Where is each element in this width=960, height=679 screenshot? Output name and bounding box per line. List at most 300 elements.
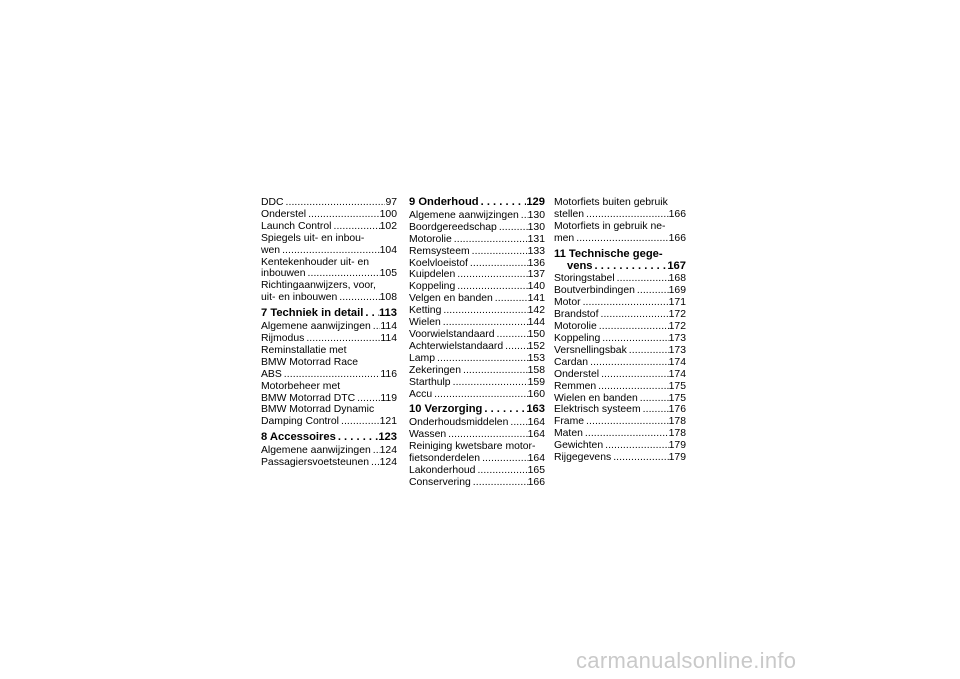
toc-entry-title: inbouwen: [261, 268, 306, 280]
toc-entry-row: [409, 269, 545, 281]
toc-page-number: 174: [668, 368, 686, 380]
toc-page-number: 114: [380, 321, 397, 333]
toc-entry-row: [554, 233, 686, 245]
dot-leader: [503, 341, 528, 353]
dot-leader: [611, 452, 668, 464]
toc-entry-title: Rijmodus: [261, 332, 305, 344]
toc-entry-row: [261, 197, 397, 209]
toc-page-number: 124: [379, 457, 397, 469]
toc-entry[interactable]: [554, 321, 686, 333]
toc-chapter-heading[interactable]: [261, 308, 397, 320]
toc-entry-title: Gewichten: [554, 440, 604, 452]
toc-page-number: 164: [527, 429, 545, 441]
toc-entry-row: [554, 452, 686, 464]
dot-leader: [593, 261, 668, 273]
toc-entry[interactable]: [554, 297, 686, 309]
toc-entry-row: [409, 258, 545, 270]
toc-entry-row: [261, 245, 397, 257]
toc-entry-title: Algemene aanwijzingen: [261, 321, 371, 333]
toc-entry-title: Remmen: [554, 380, 597, 392]
toc-entry-title: Velgen en banden: [409, 293, 493, 305]
dot-leader: [574, 233, 668, 245]
toc-entry-title: BMW Motorrad DTC: [261, 392, 356, 404]
toc-entry-title: Damping Control: [261, 416, 339, 428]
toc-entry-row: [554, 393, 686, 405]
toc-entry-title: Algemene aanwijzingen: [261, 445, 371, 457]
toc-entry[interactable]: [409, 441, 545, 465]
dot-leader: [493, 293, 528, 305]
toc-page-number: 130: [527, 221, 545, 233]
toc-page-number: 159: [527, 376, 545, 388]
dot-leader: [635, 285, 669, 297]
toc-entry[interactable]: [554, 416, 686, 428]
toc-entry[interactable]: [261, 333, 397, 345]
toc-entry-title: 8 Accessoires: [261, 431, 336, 444]
toc-entry-title: Cardan: [554, 356, 589, 368]
toc-entry-row: [409, 293, 545, 305]
dot-leader: [455, 281, 527, 293]
toc-entry[interactable]: [409, 317, 545, 329]
toc-entry-title: 10 Verzorging: [409, 403, 483, 416]
toc-entry[interactable]: [554, 393, 686, 405]
toc-entry-row: [409, 329, 545, 341]
toc-page-number: 174: [668, 356, 686, 368]
toc-entry-title: Kuipdelen: [409, 269, 456, 281]
dot-leader: [588, 357, 669, 369]
toc-entry[interactable]: [554, 357, 686, 369]
toc-page-number: 175: [668, 392, 686, 404]
toc-entry-row: [409, 453, 545, 465]
toc-entry-title: men: [554, 232, 575, 244]
dot-leader: [627, 345, 669, 357]
dot-leader: [331, 221, 379, 233]
toc-entry-row: [261, 393, 397, 405]
dot-leader: [583, 428, 669, 440]
dot-leader: [452, 234, 528, 246]
toc-entry-title: 9 Onderhoud: [409, 196, 479, 208]
toc-page-number: 150: [527, 328, 545, 340]
toc-page-number: 172: [668, 321, 686, 333]
toc-entry-row: [261, 333, 397, 345]
toc-page-number: 140: [527, 281, 545, 293]
toc-entry-title: Onderhoudsmiddelen: [409, 417, 509, 429]
toc-page-number: 173: [668, 332, 686, 344]
dot-leader: [495, 329, 528, 341]
toc-entry[interactable]: [409, 329, 545, 341]
toc-entry-row: [554, 369, 686, 381]
dot-leader: [432, 389, 528, 401]
dot-leader: [497, 222, 528, 234]
toc-entry-row: [554, 209, 686, 221]
toc-entry-title: Frame: [554, 416, 585, 428]
toc-entry[interactable]: [261, 381, 397, 405]
toc-page-number: 160: [527, 388, 545, 400]
toc-entry-title: Lakonderhoud: [409, 464, 476, 476]
dot-leader: [280, 245, 380, 257]
toc-entry-title: Lamp: [409, 352, 435, 364]
toc-entry-title: Boordgereedschap: [409, 221, 497, 233]
toc-chapter-heading[interactable]: [409, 404, 545, 416]
toc-entry-title: Wielen: [409, 317, 441, 329]
toc-page-number: 124: [379, 445, 397, 457]
toc-entry-title-line: Reiniging kwetsbare motor-: [409, 441, 536, 453]
toc-entry-title-line: BMW Motorrad Dynamic: [261, 404, 375, 416]
dot-leader: [455, 269, 527, 281]
toc-entry-row: [554, 428, 686, 440]
toc-entry-row: [554, 285, 686, 297]
toc-entry-title: Elektrisch systeem: [554, 404, 641, 416]
dot-leader: [336, 432, 378, 444]
dot-leader: [306, 209, 380, 221]
toc-entry-title: Achterwielstandaard: [409, 340, 504, 352]
toc-entry[interactable]: [554, 404, 686, 416]
toc-page-number: 142: [527, 305, 545, 317]
toc-entry[interactable]: [409, 246, 545, 258]
toc-chapter-heading[interactable]: [409, 197, 545, 209]
toc-entry-title: Motorolie: [409, 233, 452, 245]
toc-entry-title: stellen: [554, 208, 585, 220]
toc-entry[interactable]: [409, 417, 545, 429]
dot-leader: [475, 465, 527, 477]
toc-page-number: 164: [527, 453, 545, 465]
toc-page-number: 144: [527, 317, 545, 329]
toc-entry-title: DDC: [261, 197, 284, 208]
toc-column-3: [554, 197, 686, 464]
toc-page-number: 166: [668, 208, 686, 220]
toc-page-number: 141: [527, 293, 545, 305]
toc-page-number: 152: [527, 340, 545, 352]
toc-entry[interactable]: [409, 234, 545, 246]
toc-page-number: 130: [527, 209, 545, 221]
toc-entry-title: Passagiersvoetsteunen: [261, 457, 370, 469]
toc-entry-row: [409, 317, 545, 329]
toc-page-number: 179: [668, 452, 686, 464]
toc-entry-title: Voorwielstandaard: [409, 328, 495, 340]
toc-entry-title: Zekeringen: [409, 364, 461, 376]
toc-entry-row: [409, 234, 545, 246]
dot-leader: [638, 393, 669, 405]
toc-entry-title-line: 11 Technische gege-: [554, 247, 663, 260]
dot-leader: [584, 209, 669, 221]
toc-entry[interactable]: [554, 381, 686, 393]
dot-leader: [508, 417, 527, 429]
dot-leader: [441, 317, 528, 329]
toc-entry-row: [261, 432, 397, 444]
toc-entry-row: [261, 209, 397, 221]
toc-entry-row: [554, 357, 686, 369]
toc-entry-title: Starthulp: [409, 376, 451, 388]
toc-column-2: [409, 197, 545, 489]
toc-page-number: 165: [527, 464, 545, 476]
toc-entry-title-line: Spiegels uit- en inbou-: [261, 232, 365, 244]
toc-entry[interactable]: [554, 309, 686, 321]
toc-entry-row: [409, 377, 545, 389]
toc-entry-title: Storingstabel: [554, 273, 615, 285]
dot-leader: [468, 258, 528, 270]
toc-entry-title: Boutverbindingen: [554, 285, 635, 297]
toc-entry-row: [554, 333, 686, 345]
dot-leader: [441, 305, 527, 317]
dot-leader: [306, 268, 380, 280]
toc-page-number: 167: [667, 259, 686, 272]
dot-leader: [371, 321, 381, 333]
dot-leader: [597, 321, 669, 333]
toc-page-number: 166: [668, 232, 686, 244]
toc-entry[interactable]: [554, 428, 686, 440]
toc-entry-title: wen: [261, 244, 281, 256]
dot-leader: [451, 377, 528, 389]
toc-page-number: 136: [527, 257, 545, 269]
dot-leader: [304, 333, 380, 345]
toc-page-number: 179: [668, 440, 686, 452]
dot-leader: [282, 369, 381, 381]
toc-entry-title: Ketting: [409, 305, 442, 317]
dot-leader: [599, 369, 669, 381]
toc-entry-row: [554, 309, 686, 321]
toc-entry[interactable]: [409, 341, 545, 353]
toc-entry[interactable]: [261, 321, 397, 333]
toc-page-number: 131: [527, 233, 545, 245]
toc-entry-row: [409, 341, 545, 353]
toc-page-number: 133: [527, 245, 545, 257]
dot-leader: [519, 210, 528, 222]
toc-entry[interactable]: [409, 222, 545, 234]
toc-entry[interactable]: [261, 233, 397, 257]
toc-page-number: 172: [668, 309, 686, 321]
toc-entry[interactable]: [409, 429, 545, 441]
toc-entry-row: [554, 345, 686, 357]
toc-entry[interactable]: [261, 280, 397, 304]
toc-column-1: [261, 197, 397, 469]
toc-entry-title: Motorolie: [554, 321, 597, 333]
toc-entry[interactable]: [554, 369, 686, 381]
toc-entry[interactable]: [409, 353, 545, 365]
toc-entry-row: [261, 457, 397, 469]
toc-entry[interactable]: [409, 365, 545, 377]
toc-entry-row: [261, 369, 397, 381]
toc-page-number: 104: [379, 244, 397, 256]
toc-entry-row: [261, 321, 397, 333]
dot-leader: [471, 477, 528, 489]
toc-chapter-heading[interactable]: [554, 249, 686, 273]
dot-leader: [355, 393, 380, 405]
dot-leader: [480, 453, 528, 465]
toc-entry-title: Versnellingsbak: [554, 344, 627, 356]
toc-entry[interactable]: [261, 445, 397, 457]
toc-entry-title: Onderstel: [554, 368, 600, 380]
toc-page-number: 108: [379, 292, 397, 304]
toc-entry-title-line: Reminstallatie met: [261, 344, 347, 356]
toc-page-number: 178: [668, 428, 686, 440]
dot-leader: [598, 309, 668, 321]
toc-entry-title-line: Kentekenhouder uit- en: [261, 256, 370, 268]
toc-entry[interactable]: [261, 221, 397, 233]
dot-leader: [482, 404, 526, 416]
watermark: carmanualsonline.info: [576, 648, 797, 673]
toc-entry-row: [409, 281, 545, 293]
toc-entry-title: Wassen: [409, 429, 447, 441]
toc-page-number: 153: [527, 352, 545, 364]
toc-entry-row: [554, 273, 686, 285]
toc-entry[interactable]: [409, 465, 545, 477]
toc-entry-row: [409, 222, 545, 234]
toc-entry[interactable]: [409, 377, 545, 389]
toc-page-number: 168: [668, 273, 686, 285]
toc-entry[interactable]: [554, 452, 686, 464]
toc-entry-row: [554, 261, 686, 273]
dot-leader: [446, 429, 528, 441]
dot-leader: [337, 292, 379, 304]
toc-entry-row: [409, 465, 545, 477]
toc-entry-title-line: BMW Motorrad Race: [261, 356, 359, 368]
dot-leader: [600, 333, 668, 345]
toc-entry[interactable]: [261, 457, 397, 469]
toc-entry-row: [554, 416, 686, 428]
toc-page-number: 123: [378, 431, 397, 444]
toc-entry[interactable]: [554, 197, 686, 221]
toc-entry-row: [554, 297, 686, 309]
toc-entry-row: [554, 440, 686, 452]
toc-page-number: 102: [379, 220, 397, 232]
toc-entry[interactable]: [554, 285, 686, 297]
toc-page-number: 166: [527, 476, 545, 488]
toc-entry[interactable]: [409, 305, 545, 317]
toc-entry[interactable]: [554, 440, 686, 452]
toc-entry-title: Koelvloeistof: [409, 257, 468, 269]
dot-leader: [584, 416, 669, 428]
toc-entry-row: [261, 416, 397, 428]
toc-entry-row: [409, 305, 545, 317]
toc-entry-row: [409, 389, 545, 401]
toc-entry[interactable]: [554, 333, 686, 345]
dot-leader: [615, 273, 669, 285]
toc-entry-row: [409, 417, 545, 429]
toc-entry-title: Launch Control: [261, 220, 332, 232]
toc-entry[interactable]: [409, 293, 545, 305]
dot-leader: [339, 416, 380, 428]
toc-page-number: 175: [668, 380, 686, 392]
toc-page-number: 116: [380, 368, 397, 380]
dot-leader: [581, 297, 669, 309]
toc-entry[interactable]: [554, 273, 686, 285]
toc-entry-title: fietsonderdelen: [409, 453, 481, 465]
toc-page-number: 100: [379, 208, 397, 220]
toc-entry[interactable]: [409, 281, 545, 293]
toc-page-number: 176: [668, 404, 686, 416]
toc-entry[interactable]: [409, 389, 545, 401]
toc-entry-row: [261, 445, 397, 457]
toc-entry[interactable]: [261, 197, 397, 209]
toc-entry-title: Koppeling: [409, 281, 456, 293]
dot-leader: [284, 197, 386, 209]
toc-entry-title: Algemene aanwijzingen: [409, 209, 519, 221]
toc-page-number: 119: [380, 392, 397, 404]
toc-entry-title: Maten: [554, 428, 583, 440]
toc-page-number: 173: [668, 344, 686, 356]
toc-page-number: 163: [526, 403, 545, 416]
toc-entry-title-line: Motorbeheer met: [261, 380, 341, 392]
toc-entry-title-line: Motorfiets buiten gebruik: [554, 197, 668, 208]
toc-entry-row: [554, 381, 686, 393]
toc-entry-row: [409, 197, 545, 209]
toc-entry-row: [409, 365, 545, 377]
toc-entry-row: [409, 477, 545, 489]
toc-entry-row: [554, 321, 686, 333]
toc-entry[interactable]: [554, 221, 686, 245]
toc-entry-row: [409, 429, 545, 441]
toc-entry-row: [409, 353, 545, 365]
toc-page-number: 97: [385, 197, 397, 208]
toc-entry-row: [409, 246, 545, 258]
toc-entry-title: Motor: [554, 297, 581, 309]
toc-page-number: 114: [380, 332, 397, 344]
toc-entry-title: vens: [567, 259, 593, 272]
dot-leader: [641, 404, 669, 416]
dot-leader: [369, 457, 380, 469]
toc-entry[interactable]: [261, 345, 397, 381]
dot-leader: [435, 353, 528, 365]
dot-leader: [363, 308, 379, 320]
dot-leader: [603, 440, 669, 452]
toc-entry-row: [554, 404, 686, 416]
toc-entry-row: [409, 404, 545, 416]
toc-page-number: 129: [526, 196, 545, 208]
dot-leader: [461, 365, 528, 377]
toc-page-number: 164: [527, 417, 545, 429]
toc-entry-title: Conservering: [409, 476, 471, 488]
toc-entry-title: Remsysteem: [409, 245, 470, 257]
toc-entry[interactable]: [409, 269, 545, 281]
toc-page-number: 121: [379, 416, 397, 428]
toc-entry-title: Onderstel: [261, 208, 307, 220]
toc-entry[interactable]: [409, 477, 545, 489]
toc-entry[interactable]: [554, 345, 686, 357]
toc-entry-title: Accu: [409, 388, 433, 400]
toc-entry-row: [409, 210, 545, 222]
dot-leader: [371, 445, 380, 457]
toc-entry-title: Wielen en banden: [554, 392, 638, 404]
toc-entry-title: 7 Techniek in detail: [261, 307, 364, 320]
toc-entry-title: Koppeling: [554, 332, 601, 344]
toc-entry-row: [261, 292, 397, 304]
dot-leader: [479, 197, 527, 209]
toc-entry-title: Rijgegevens: [554, 452, 612, 464]
toc-page-number: 171: [668, 297, 686, 309]
dot-leader: [596, 381, 669, 393]
toc-page-number: 158: [527, 364, 545, 376]
toc-entry-title-line: Motorfiets in gebruik ne-: [554, 220, 666, 232]
toc-entry[interactable]: [261, 404, 397, 428]
toc-page-number: 169: [668, 285, 686, 297]
toc-page-number: 105: [379, 268, 397, 280]
toc-entry-row: [261, 221, 397, 233]
dot-leader: [470, 246, 528, 258]
toc-page-number: 137: [527, 269, 545, 281]
toc-entry-row: [261, 268, 397, 280]
toc-page-number: 113: [378, 307, 397, 320]
toc-entry-title: uit- en inbouwen: [261, 292, 338, 304]
toc-entry[interactable]: [261, 257, 397, 281]
toc-entry-title-line: Richtingaanwijzers, voor,: [261, 280, 376, 292]
toc-entry-title: ABS: [261, 368, 282, 380]
toc-entry[interactable]: [409, 258, 545, 270]
toc-entry-title: Brandstof: [554, 309, 599, 321]
toc-entry[interactable]: [261, 209, 397, 221]
toc-page-number: 178: [668, 416, 686, 428]
toc-entry-row: [261, 308, 397, 320]
toc-chapter-heading[interactable]: [261, 432, 397, 444]
toc-entry[interactable]: [409, 210, 545, 222]
